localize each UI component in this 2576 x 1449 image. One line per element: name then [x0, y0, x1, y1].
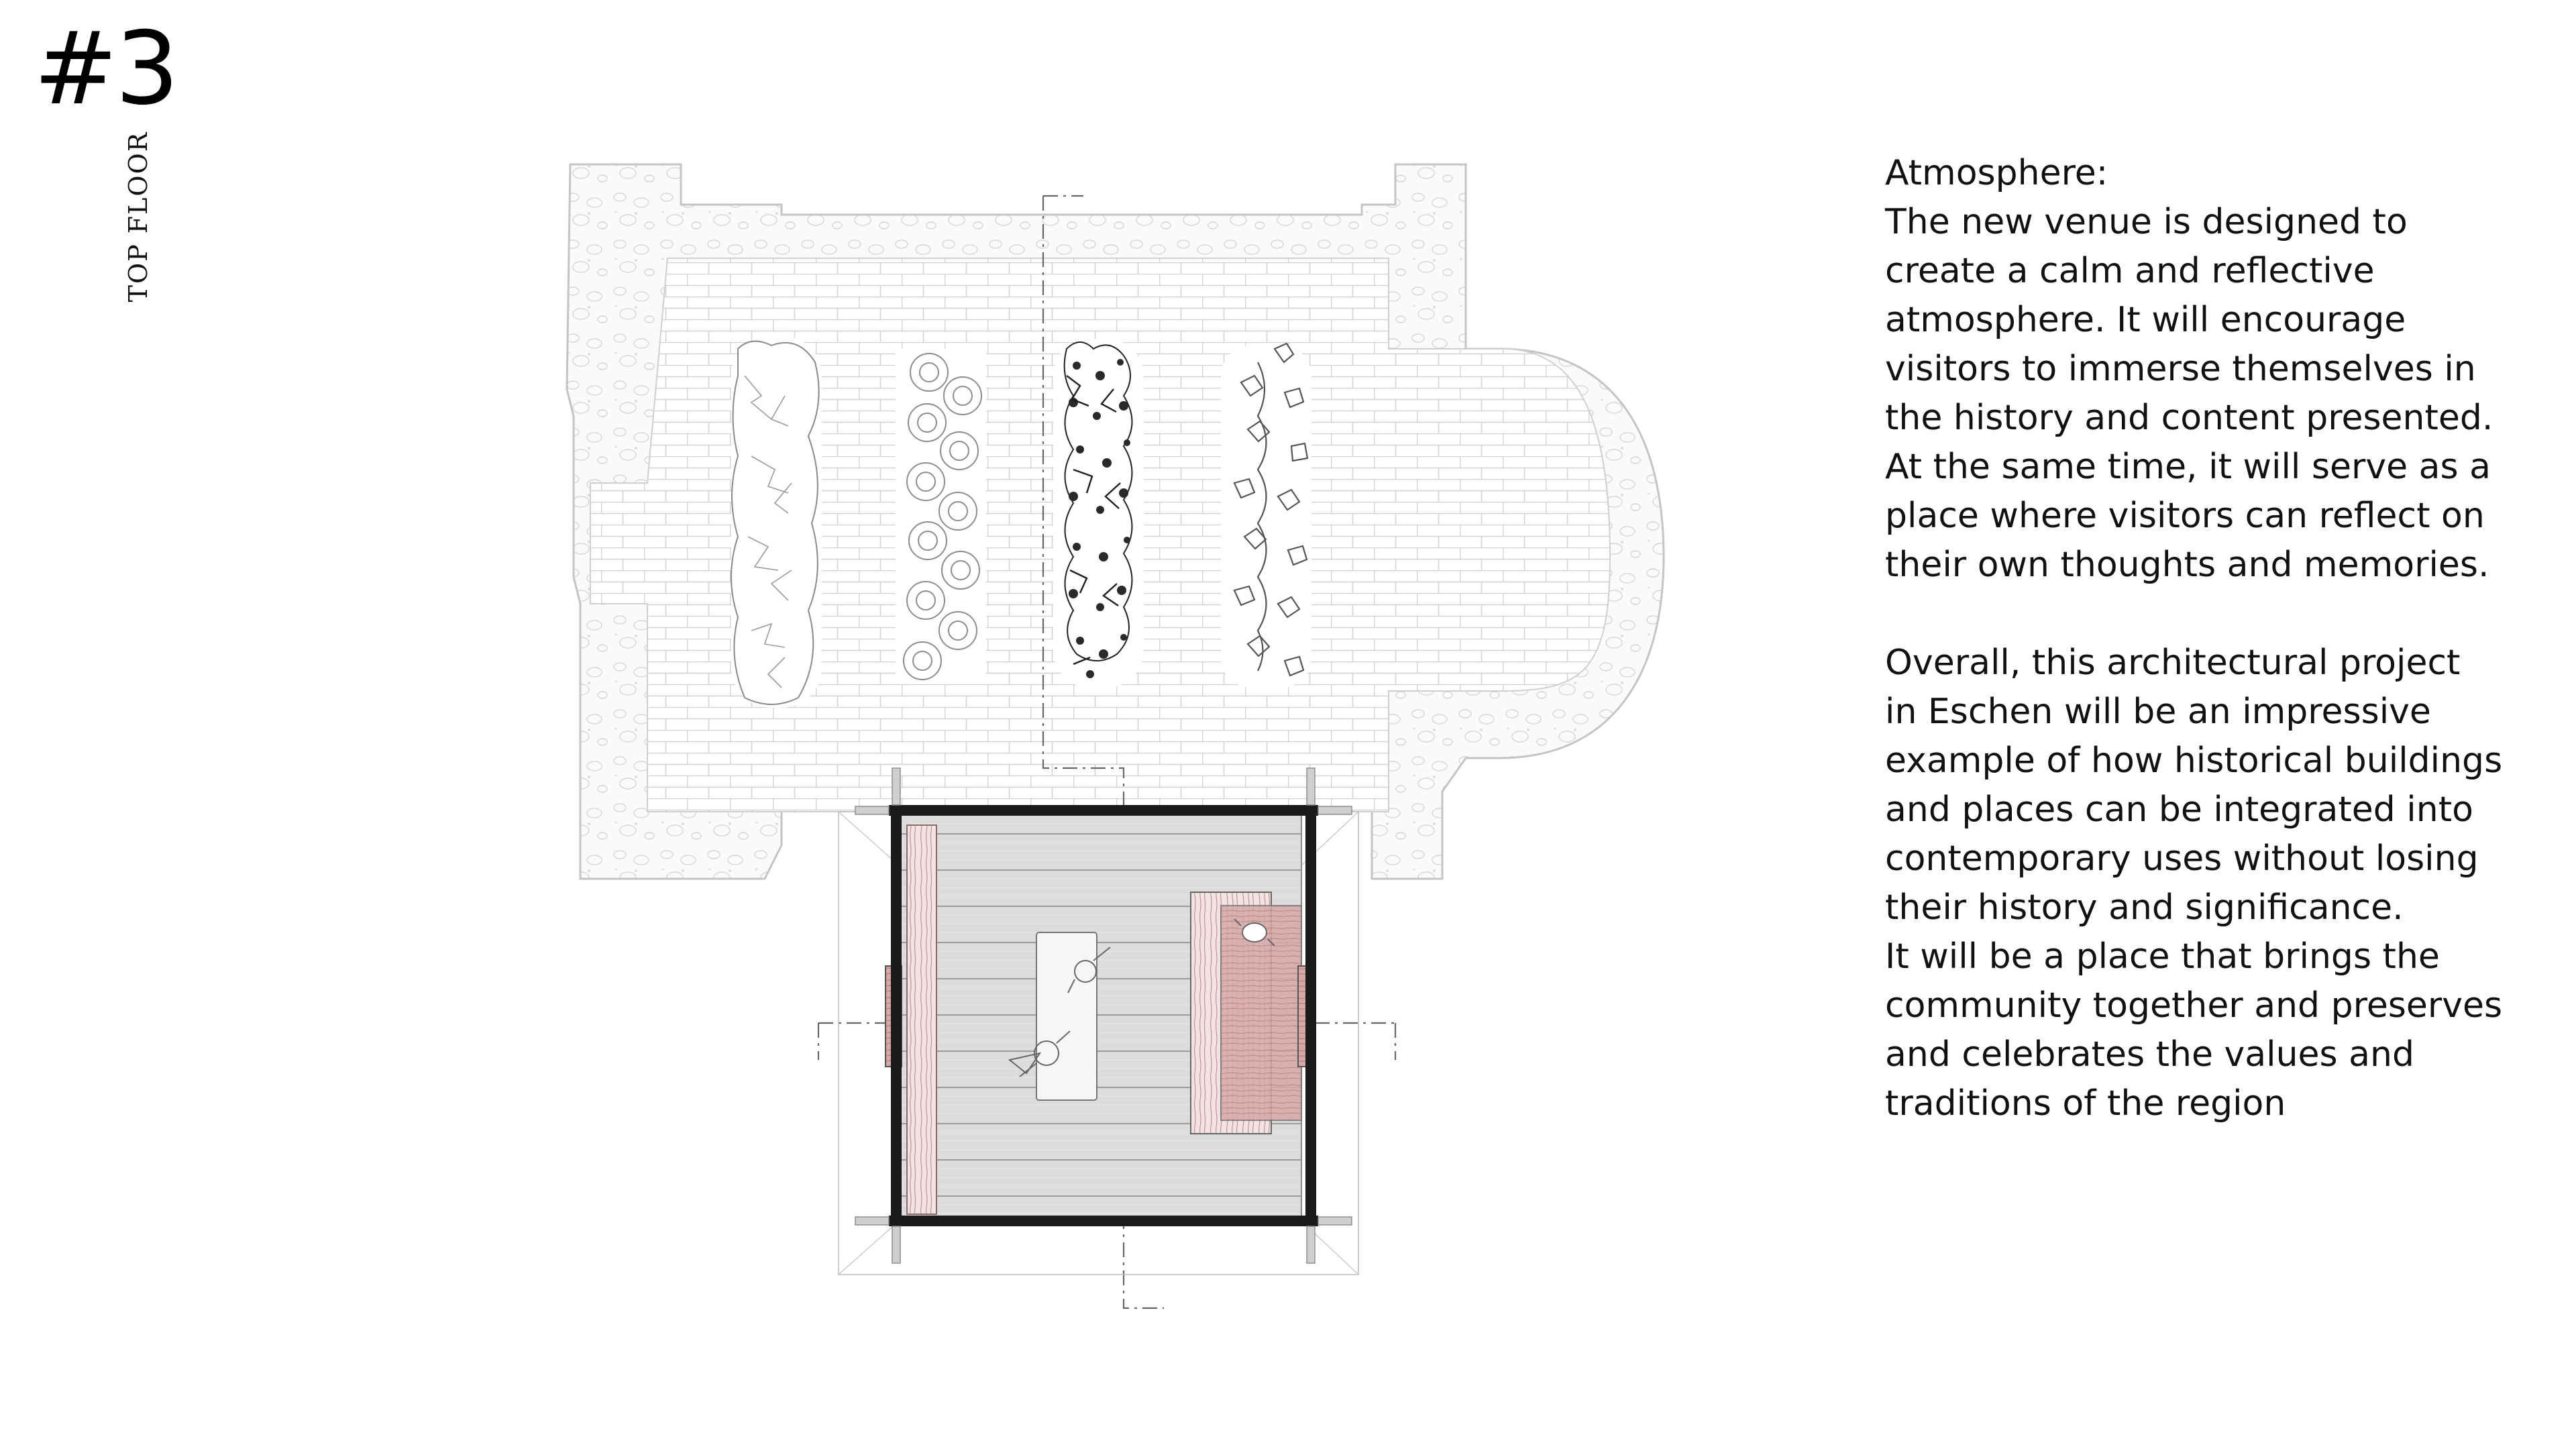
planting-row-dense-foliage	[1053, 339, 1144, 688]
planting-row-leafy	[1221, 343, 1311, 688]
page-number: #3	[34, 11, 177, 127]
planting-row-shrub-circles	[896, 349, 986, 684]
description-text	[1885, 149, 2556, 1128]
description-heading: Atmosphere:	[1885, 153, 2108, 193]
description-paragraph-atmosphere: The new venue is designed to create a calm and reflective atmosphere. It will encourage visitors to immerse themselves in the history and content presented. At the same time, it will serve as a place where visitors can reflect on their own thoughts and memories.	[1885, 202, 2493, 585]
planting-row-grass	[731, 335, 822, 708]
floor-label-text: TOP FLOOR	[123, 131, 153, 303]
paragraph-spacer	[1885, 590, 2556, 639]
new-pavilion	[839, 768, 1358, 1275]
description-paragraph-overall: Overall, this architectural project in Eschen will be an impressive example of how historical buildings and places can be integrated into contemporary uses without losing their history and significance. It will be a place that brings the community together and preserves and celebrates the values and traditions of the region	[1885, 643, 2503, 1124]
